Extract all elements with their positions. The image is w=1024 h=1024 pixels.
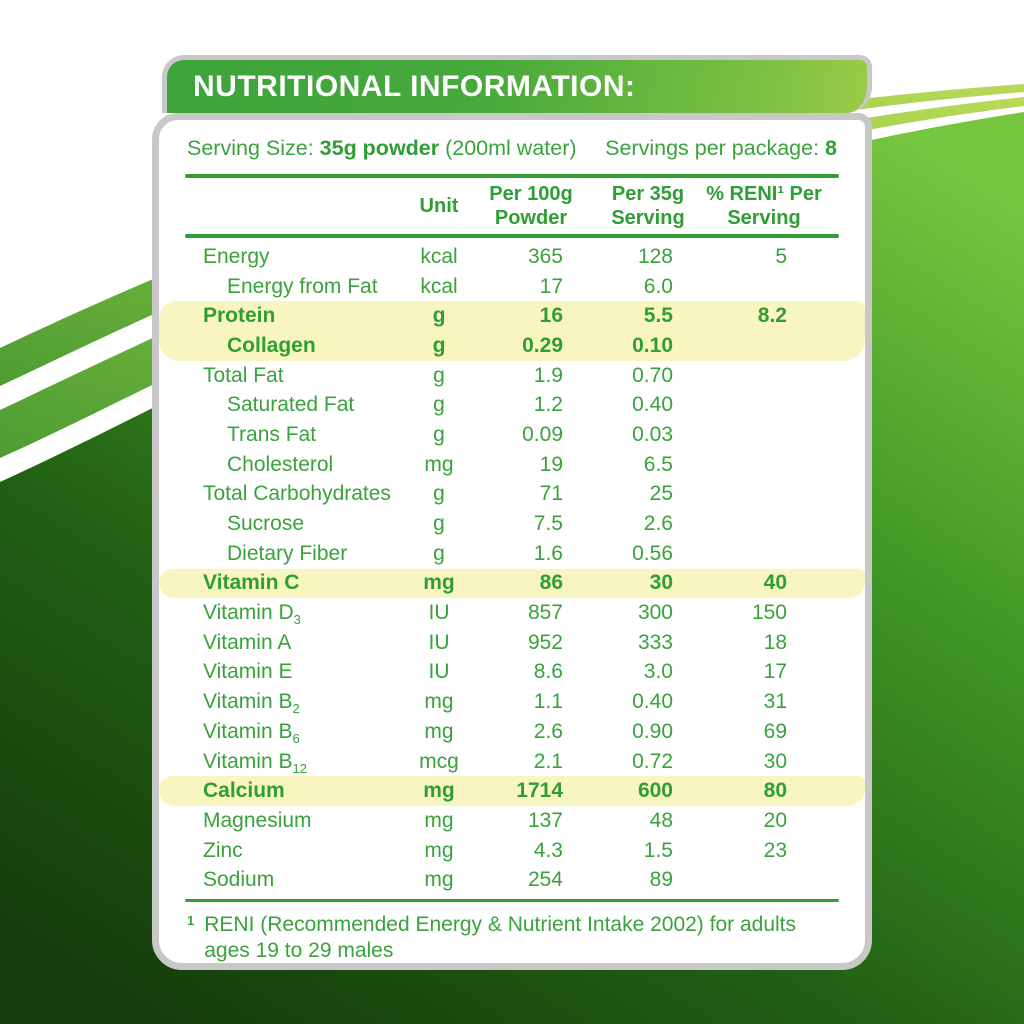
serving-size-label: Serving Size: xyxy=(187,136,320,160)
cell-per-35g: 0.10 xyxy=(632,333,673,357)
header-reni xyxy=(703,182,825,230)
serving-size-value: 35g powder xyxy=(319,136,440,160)
cell-unit: mg xyxy=(424,719,454,743)
cell-per-35g: 25 xyxy=(649,482,673,506)
cell-unit: g xyxy=(433,541,445,565)
cell-per-35g: 6.0 xyxy=(643,274,673,298)
servings-per-package-value: 8 xyxy=(825,136,837,160)
cell-per-35g: 3.0 xyxy=(643,660,673,684)
table-row xyxy=(159,331,865,361)
cell-per-35g: 0.70 xyxy=(632,363,673,387)
table-row xyxy=(159,628,865,658)
cell-percent-reni: 69 xyxy=(763,719,787,743)
cell-per-100g: 2.6 xyxy=(533,719,563,743)
cell-per-35g: 300 xyxy=(637,601,673,625)
table-row xyxy=(159,569,865,599)
cell-per-100g: 137 xyxy=(527,808,563,832)
cell-nutrient-name: Protein xyxy=(203,304,276,328)
table-row xyxy=(159,242,865,272)
table-header-row xyxy=(159,178,865,234)
cell-per-100g: 365 xyxy=(527,244,563,268)
cell-unit: g xyxy=(433,512,445,536)
cell-unit: g xyxy=(432,333,446,357)
table-row xyxy=(159,450,865,480)
cell-unit: g xyxy=(433,363,445,387)
cell-per-100g: 71 xyxy=(539,482,563,506)
cell-nutrient-name: Sucrose xyxy=(227,512,305,536)
serving-size-water: (200ml water) xyxy=(439,136,577,160)
cell-percent-reni: 23 xyxy=(763,838,787,862)
cell-nutrient-name: Energy from Fat xyxy=(227,274,378,298)
header-unit: Unit xyxy=(419,194,459,217)
cell-unit: mg xyxy=(423,779,455,803)
cell-unit: g xyxy=(432,304,446,328)
cell-unit: mg xyxy=(424,452,454,476)
cell-per-35g: 30 xyxy=(649,571,673,595)
cell-per-35g: 0.40 xyxy=(632,393,673,417)
cell-unit: g xyxy=(433,482,445,506)
cell-unit: mg xyxy=(423,571,455,595)
cell-nutrient-name: Energy xyxy=(203,244,270,268)
cell-per-100g: 1.6 xyxy=(533,541,563,565)
page-title: NUTRITIONAL INFORMATION: xyxy=(193,69,636,103)
divider-header xyxy=(185,234,839,238)
header-per-35g xyxy=(593,182,703,230)
cell-unit: mcg xyxy=(419,749,459,773)
servings-per-package xyxy=(605,136,837,161)
cell-nutrient-name: Vitamin E xyxy=(203,660,293,684)
cell-nutrient-name: Dietary Fiber xyxy=(227,541,348,565)
cell-percent-reni: 40 xyxy=(763,571,787,595)
cell-nutrient-name: Vitamin C xyxy=(203,571,300,595)
table-row xyxy=(159,390,865,420)
cell-per-35g: 48 xyxy=(649,808,673,832)
cell-unit: IU xyxy=(428,660,450,684)
nutrient-subscript: 6 xyxy=(292,731,300,747)
cell-unit: mg xyxy=(424,868,454,892)
cell-per-100g: 857 xyxy=(527,601,563,625)
cell-percent-reni: 5 xyxy=(775,244,787,268)
cell-per-100g: 19 xyxy=(539,452,563,476)
table-row xyxy=(159,598,865,628)
cell-per-35g: 128 xyxy=(637,244,673,268)
cell-unit: mg xyxy=(424,808,454,832)
cell-nutrient-name: Saturated Fat xyxy=(227,393,355,417)
cell-nutrient-name: Vitamin $B_{12}$ xyxy=(203,749,307,776)
cell-per-35g: 333 xyxy=(637,630,673,654)
cell-per-100g: 254 xyxy=(527,868,563,892)
cell-percent-reni: 18 xyxy=(763,630,787,654)
cell-percent-reni: 17 xyxy=(763,660,787,684)
cell-nutrient-name: Zinc xyxy=(203,838,243,862)
cell-per-100g: 0.29 xyxy=(522,333,563,357)
banner xyxy=(162,55,872,113)
nutrient-subscript: 12 xyxy=(292,760,307,776)
cell-percent-reni: 31 xyxy=(763,690,787,714)
cell-percent-reni: 8.2 xyxy=(757,304,787,328)
cell-unit: kcal xyxy=(420,244,458,268)
cell-nutrient-name: Calcium xyxy=(203,779,285,803)
nutrient-subscript: 2 xyxy=(292,701,300,717)
cell-percent-reni: 80 xyxy=(763,779,787,803)
footnote-marker: 1 xyxy=(187,913,195,929)
cell-percent-reni: 20 xyxy=(763,808,787,832)
servings-per-package-label: Servings per package: xyxy=(605,136,826,160)
cell-nutrient-name: Magnesium xyxy=(203,808,312,832)
cell-nutrient-name: Sodium xyxy=(203,868,275,892)
header-per-100g-line1: Per 100g xyxy=(489,183,573,205)
header-per-100g xyxy=(469,182,593,230)
cell-per-100g: 1.2 xyxy=(533,393,563,417)
cell-per-35g: 0.40 xyxy=(632,690,673,714)
nutrition-card xyxy=(152,55,872,970)
table-row xyxy=(159,836,865,866)
cell-unit: g xyxy=(433,393,445,417)
cell-per-100g: 86 xyxy=(539,571,563,595)
cell-per-35g: 1.5 xyxy=(643,838,673,862)
table-row xyxy=(159,687,865,717)
cell-per-100g: 4.3 xyxy=(533,838,563,862)
cell-percent-reni: 30 xyxy=(763,749,787,773)
header-reni-line1: % RENI¹ Per xyxy=(706,183,822,205)
cell-per-100g: 952 xyxy=(527,630,563,654)
cell-unit: IU xyxy=(428,630,450,654)
nutrient-subscript: 3 xyxy=(293,612,301,628)
cell-per-100g: 1.9 xyxy=(533,363,563,387)
table-row xyxy=(159,272,865,302)
table-row xyxy=(159,509,865,539)
cell-nutrient-name: Vitamin $D_3$ xyxy=(203,601,301,628)
cell-nutrient-name: Total Carbohydrates xyxy=(203,482,391,506)
footnote xyxy=(159,902,865,964)
cell-per-100g: 2.1 xyxy=(533,749,563,773)
table-row xyxy=(159,658,865,688)
table-row xyxy=(159,865,865,895)
serving-info xyxy=(159,136,865,168)
cell-unit: IU xyxy=(428,601,450,625)
table-row xyxy=(159,717,865,747)
table-row xyxy=(159,480,865,510)
cell-per-35g: 0.03 xyxy=(632,422,673,446)
cell-nutrient-name: Cholesterol xyxy=(227,452,334,476)
cell-per-35g: 0.56 xyxy=(632,541,673,565)
cell-per-35g: 0.90 xyxy=(632,719,673,743)
cell-per-100g: 0.09 xyxy=(522,422,563,446)
card-body xyxy=(152,113,872,970)
cell-per-35g: 89 xyxy=(649,868,673,892)
cell-per-100g: 16 xyxy=(539,304,563,328)
cell-nutrient-name: Vitamin $B_2$ xyxy=(203,690,300,717)
cell-nutrient-name: Collagen xyxy=(227,333,316,357)
cell-per-100g: 1.1 xyxy=(533,690,563,714)
cell-per-100g: 8.6 xyxy=(533,660,563,684)
header-reni-line2: Serving xyxy=(727,207,801,229)
header-per-100g-line2: Powder xyxy=(494,207,568,229)
cell-unit: kcal xyxy=(420,274,458,298)
cell-nutrient-name: Vitamin $B_6$ xyxy=(203,719,300,747)
table-row xyxy=(159,539,865,569)
table-body xyxy=(159,242,865,895)
table-row xyxy=(159,361,865,391)
cell-per-35g: 600 xyxy=(637,779,673,803)
serving-size xyxy=(187,136,577,161)
cell-per-35g: 0.72 xyxy=(632,749,673,773)
cell-unit: mg xyxy=(424,838,454,862)
cell-percent-reni: 150 xyxy=(751,601,787,625)
cell-per-35g: 5.5 xyxy=(643,304,673,328)
table-row xyxy=(159,806,865,836)
footnote-text: RENI (Recommended Energy & Nutrient Intake 2002) for adults ages 19 to 29 males xyxy=(204,913,797,963)
cell-per-100g: 1714 xyxy=(516,779,563,803)
table-row xyxy=(159,747,865,777)
table-row xyxy=(159,776,865,806)
cell-unit: mg xyxy=(424,690,454,714)
table-row xyxy=(159,420,865,450)
cell-per-35g: 2.6 xyxy=(643,512,673,536)
cell-per-35g: 6.5 xyxy=(643,452,673,476)
cell-nutrient-name: Trans Fat xyxy=(227,422,317,446)
header-per-35g-line2: Serving xyxy=(611,207,685,229)
cell-unit: g xyxy=(433,422,445,446)
cell-nutrient-name: Vitamin A xyxy=(203,630,292,654)
header-per-35g-line1: Per 35g xyxy=(611,183,685,205)
table-row xyxy=(159,301,865,331)
cell-nutrient-name: Total Fat xyxy=(203,363,284,387)
cell-per-100g: 17 xyxy=(539,274,563,298)
cell-per-100g: 7.5 xyxy=(533,512,563,536)
